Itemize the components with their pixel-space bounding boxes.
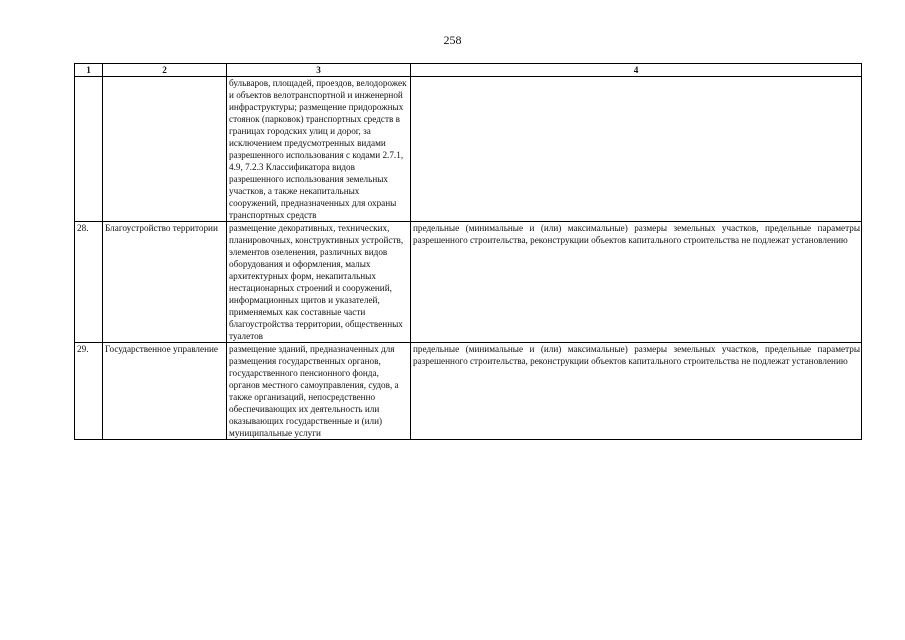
use-type-name: Благоустройство территории bbox=[103, 222, 227, 343]
zoning-table bbox=[74, 63, 862, 440]
column-header-4: 4 bbox=[411, 64, 862, 77]
use-type-description: размещение декоративных, технических, планировочных, конструктивных устройств, элементов озеленения, различных видов оборудования и оформления, малых архитектурных форм, некапитальных нестационарных строений и сооружений, информационных щитов и указателей, применяемых как составные части благоустройства территории, общественных туалетов bbox=[227, 222, 411, 343]
use-type-description: бульваров, площадей, проездов, велодорожек и объектов велотранспортной и инженерной инфраструктуры; размещение придорожных стоянок (парковок) транспортных средств в границах городских улиц и дорог, за исключением предусмотренных видами разрешенного использования с кодами 2.7.1, 4.9, 7.2.3 Классификатора видов разрешенного использования земельных участков, а также некапитальных сооружений, предназначенных для охраны транспортных средств bbox=[227, 77, 411, 222]
table-row bbox=[75, 343, 862, 440]
row-number: 28. bbox=[75, 222, 103, 343]
row-number: 29. bbox=[75, 343, 103, 440]
use-type-parameters: предельные (минимальные и (или) максимальные) размеры земельных участков, предельные параметры разрешенного строительства, реконструкции объектов капитального строительства не подлежат установлению bbox=[411, 222, 862, 343]
table-row bbox=[75, 222, 862, 343]
use-type-name bbox=[103, 77, 227, 222]
row-number bbox=[75, 77, 103, 222]
table-row bbox=[75, 77, 862, 222]
column-header-1: 1 bbox=[75, 64, 103, 77]
page-number: 258 bbox=[443, 33, 462, 47]
use-type-parameters: предельные (минимальные и (или) максимальные) размеры земельных участков, предельные параметры разрешенного строительства, реконструкции объектов капитального строительства не подлежат установлению bbox=[411, 343, 862, 440]
use-type-parameters bbox=[411, 77, 862, 222]
use-type-name: Государственное управление bbox=[103, 343, 227, 440]
column-header-2: 2 bbox=[103, 64, 227, 77]
table-header-row bbox=[75, 64, 862, 77]
column-header-3: 3 bbox=[227, 64, 411, 77]
use-type-description: размещение зданий, предназначенных для размещения государственных органов, государственного пенсионного фонда, органов местного самоуправления, судов, а также организаций, непосредственно обеспечивающих их деятельность или оказывающих государственные и (или) муниципальные услуги bbox=[227, 343, 411, 440]
